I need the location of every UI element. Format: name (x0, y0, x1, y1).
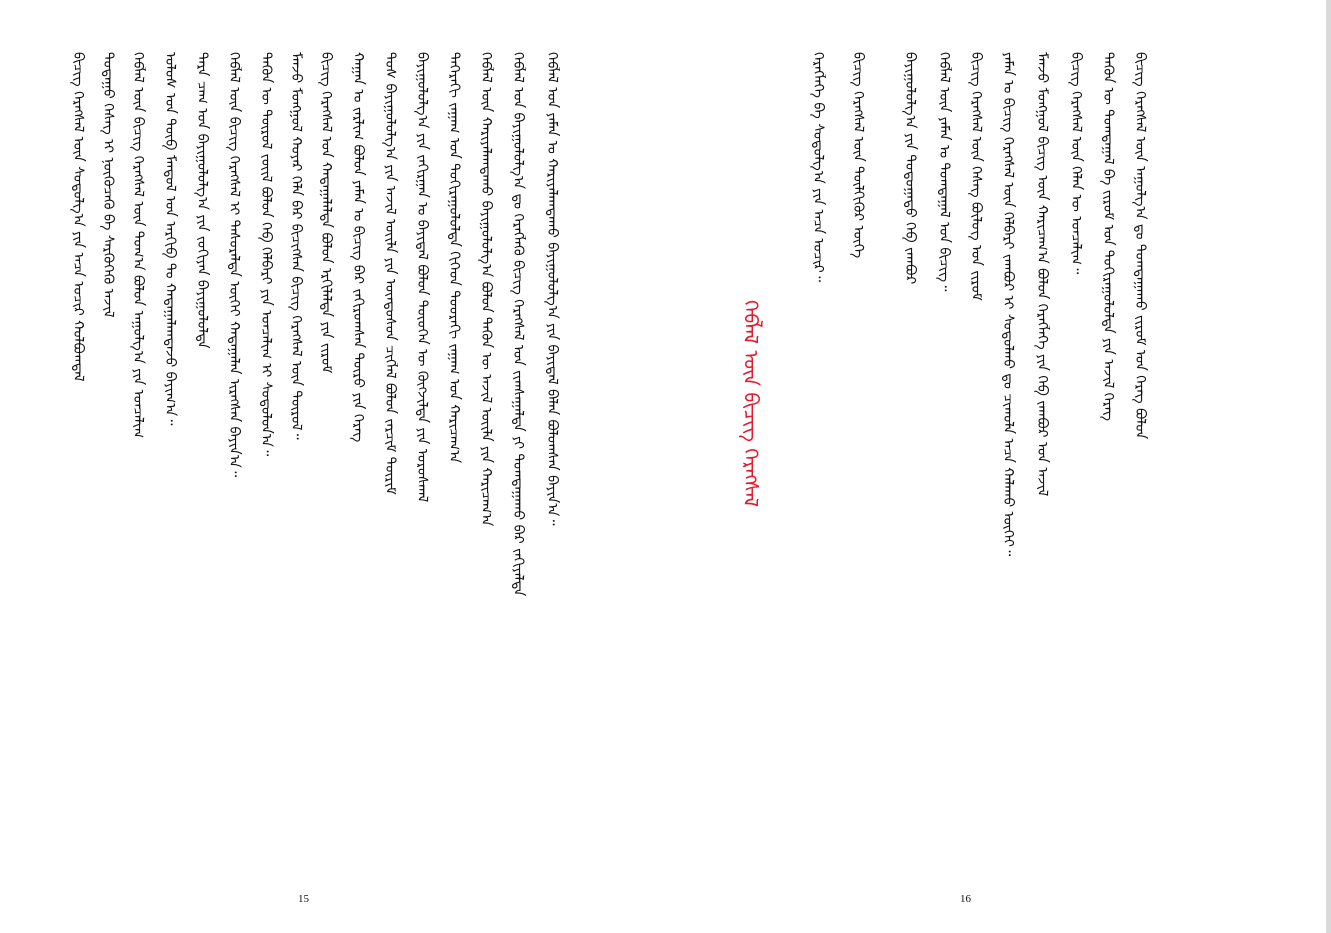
text-line: ᠪᠢᠴᠢᠭ ᠬᠡᠷᠡᠭᠰᠡᠯ ᠦᠨ ᠲᠦᠯᠬᠢᠭᠦᠷ ᠦᠭᠡ (850, 52, 866, 259)
text-line: ᠲᠡᠭᠦᠨ ᠦ ᠲᠣᠭᠲᠠᠭᠠᠯ ᠪᠠ ᠵᠢᠷᠤᠮ ᠤᠨ ᠲᠣᠬᠢᠷᠠᠭᠤᠯᠤᠯᠲᠠ ᠶᠢᠨ ᠠᠵᠢᠯ ᠬᠡᠷᠡᠭ (1100, 52, 1116, 422)
text-line: ᠳᠤᠲᠠᠭᠤ ᠬᠡᠰᠡᠭ ᠢ ᠨᠥᠭᠦᠴᠡᠬᠦ ᠪᠠ ᠰᠡᠷᠭᠦᠭᠡᠬᠦ ᠠᠵᠢᠯ (100, 52, 116, 318)
text-line: ᠲᠡᠷᠡ ᠴᠠᠭ ᠤᠨ ᠪᠠᠶᠢᠭᠤᠯᠤᠯᠭ᠎ᠠ ᠶᠢᠨ ᠵᠣᠬᠢᠶᠠᠨ ᠪᠠᠶᠢᠭᠤᠯᠤᠯᠲᠠ (194, 52, 210, 349)
text-line: ᠬᠡᠪᠯᠡᠯ ᠤᠨ ᠪᠠᠶᠢᠭᠤᠯᠤᠯᠭ᠎ᠠ ᠳᠤ ᠬᠡᠷᠡᠭᠯᠡᠬᠦ ᠪᠢᠴᠢᠭ ᠬᠡᠷᠡᠭᠰᠡᠯ ᠤᠨ ᠵᠢᠭᠰᠠᠭᠠᠯᠲᠠ ᠶᠢ ᠲᠣᠭᠲᠠᠭᠠᠬᠤ ᠪᠠᠷ ᠵᠠᠬᠢᠶᠠᠯᠳᠠ (510, 52, 526, 597)
page-number: 15 (298, 893, 309, 905)
text-line: ᠲᠤᠰ ᠪᠠᠶᠢᠭᠤᠯᠤᠯᠭ᠎ᠠ ᠶᠢᠨ ᠠᠵᠢᠯ ᠦᠢᠯᠡ ᠶᠢᠨ ᠦᠨᠳᠦᠰᠦᠨ ᠴᠢᠭᠯᠡᠯ ᠪᠣᠯᠤᠨ ᠵᠠᠷᠴᠢᠮ ᠳᠦᠷᠢᠮ (382, 52, 398, 495)
text-line: ᠬᠡᠪᠯᠡᠯ ᠦᠨ ᠬᠠᠷᠢᠶᠠᠯᠠᠭᠳᠠᠬᠤ ᠪᠠᠶᠢᠭᠤᠯᠤᠯᠭ᠎ᠠ ᠪᠣᠯᠤᠨ ᠲᠡᠭᠦᠨ ᠦ ᠠᠵᠢᠯ ᠦᠢᠯᠡ ᠶᠢᠨ ᠬᠠᠷᠢᠴᠠᠭ᠎ᠠ (478, 52, 494, 527)
text-line: ᠬᠡᠪᠯᠡᠯ ᠤᠨ ᠶᠠᠮᠠᠨ ᠤ ᠬᠠᠷᠢᠶᠠᠯᠠᠭᠳᠠᠬᠤ ᠪᠠᠶᠢᠭᠤᠯᠤᠯᠭ᠎ᠠ ᠶᠢᠨ ᠪᠠᠶᠢᠳᠠᠯ ᠪᠡᠯᠡᠨ ᠪᠣᠯᠤᠭᠰᠠᠨ ᠪᠠᠶᠢᠨ᠎ᠠ᠃ (544, 52, 560, 526)
text-line: ᠬᠡᠪᠯᠡᠯ ᠦᠨ ᠶᠠᠮᠠᠨ ᠤ ᠲᠣᠭᠲᠠᠭᠠᠯ ᠤᠨ ᠪᠢᠴᠢᠭ᠃ (936, 52, 952, 292)
section-title: ᠬᠡᠪᠯᠡᠯ ᠦᠨ ᠪᠢᠴᠢᠭ ᠬᠡᠷᠡᠭᠰᠡᠯ (739, 300, 763, 508)
text-line: ᠮᠠᠨᠵᠤ ᠮᠣᠩᠭᠣᠯ ᠬᠣᠶᠠᠷ ᠬᠡᠯᠡ ᠪᠡᠷ ᠪᠢᠴᠢᠭᠰᠡᠨ ᠪᠢᠴᠢᠭ ᠬᠡᠷᠡᠭᠰᠡᠯ ᠦᠨ ᠲᠥᠷᠦᠯ᠃ (288, 52, 304, 440)
text-line: ᠪᠠᠶᠢᠭᠤᠯᠤᠯᠭ᠎ᠠ ᠶᠢᠨ ᠵᠠᠬᠢᠷᠭᠠᠨ ᠤ ᠪᠠᠶᠢᠳᠠᠯ ᠪᠣᠯᠤᠨ ᠲᠦᠦᠬᠡᠨ ᠦ ᠬᠥᠭᠵᠢᠯᠲᠡ ᠶᠢᠨ ᠤᠷᠤᠰᠬᠠᠯ (414, 52, 430, 503)
left-page (60, 0, 595, 933)
text-line: ᠳᠡᠭᠡᠷᠡᠬᠢ ᠵᠠᠭᠠᠭ ᠤᠨ ᠲᠣᠬᠢᠷᠠᠭᠤᠯᠤᠯᠲᠠ ᠬᠢᠭᠡᠳ ᠳᠣᠣᠷᠠᠬᠢ ᠵᠠᠭᠠᠭ ᠤᠨ ᠬᠠᠷᠢᠴᠠᠭ᠎ᠠ (446, 52, 462, 464)
text-line: ᠪᠢᠴᠢᠭ ᠬᠡᠷᠡᠭᠰᠡᠯ ᠦᠨ ᠠᠭᠤᠯᠭ᠎ᠠ ᠳᠤ ᠲᠣᠭᠲᠠᠭᠠᠬᠤ ᠵᠢᠷᠤᠮ ᠤᠨ ᠬᠡᠷᠡᠭ ᠪᠣᠯᠤᠨ (1132, 52, 1148, 440)
text-line: ᠲᠡᠭᠦᠨ ᠦ ᠲᠥᠷᠦᠯ ᠵᠦᠢᠯ ᠪᠣᠯᠤᠨ ᠬᠡᠪ ᠬᠡᠯᠪᠡᠷᠢ ᠶᠢᠨ ᠣᠨᠴᠠᠯᠢᠭ ᠢ ᠰᠤᠳᠤᠯᠤᠨ᠎ᠠ᠃ (258, 52, 274, 457)
text-line: ᠮᠠᠨᠵᠤ ᠮᠣᠩᠭᠣᠯ ᠪᠢᠴᠢᠭ ᠦᠨ ᠬᠠᠷᠢᠴᠠᠭ᠎ᠠ ᠪᠣᠯᠤᠨ ᠬᠡᠷᠡᠭᠯᠡᠭᠡ ᠶᠢᠨ ᠬᠡᠪ ᠵᠠᠭᠪᠤᠷ ᠤᠨ ᠠᠵᠢᠯ (1034, 52, 1050, 497)
right-page (700, 0, 1240, 933)
page-number: 16 (960, 893, 971, 905)
text-line: ᠪᠢᠴᠢᠭ ᠬᠡᠷᠡᠭᠰᠡᠯ ᠦᠨ ᠬᠡᠰᠡᠭ ᠪᠦᠯᠦᠭ ᠤᠨ ᠵᠢᠷᠤᠮ (968, 52, 984, 301)
text-line: ᠤᠯᠤᠰ ᠤᠨ ᠲᠥᠪ ᠮᠠᠨᠳᠤᠯ ᠤᠨ ᠠᠷᠬᠢᠪ ᠲᠤ ᠬᠠᠳᠠᠭᠠᠯᠠᠭᠳᠠᠵᠤ ᠪᠠᠶᠢᠭ᠎ᠠ᠃ (162, 52, 178, 426)
text-line: ᠪᠢᠴᠢᠭ ᠬᠡᠷᠡᠭᠰᠡᠯ ᠦᠨ ᠬᠡᠯᠡᠨ ᠦ ᠣᠨᠴᠠᠯᠢᠭ᠃ (1068, 52, 1084, 275)
text-line: ᠬᠡᠪᠯᠡᠯ ᠦᠨ ᠪᠢᠴᠢᠭ ᠬᠡᠷᠡᠭᠰᠡᠯ ᠢ ᠲᠠᠰᠤᠷᠠᠯᠲᠠ ᠦᠭᠡᠢ ᠬᠠᠳᠠᠭᠠᠯᠠᠨ ᠢᠷᠡᠭᠰᠡᠨ ᠪᠠᠶᠢᠨ᠎ᠠ᠃ (226, 52, 242, 477)
text-line: ᠬᠡᠪᠯᠡᠯ ᠦᠨ ᠪᠢᠴᠢᠭ ᠬᠡᠷᠡᠭᠰᠡᠯ ᠦᠨ ᠲᠣᠭ᠎ᠠ ᠪᠣᠯᠤᠨ ᠠᠭᠤᠯᠭ᠎ᠠ ᠶᠢᠨ ᠣᠨᠴᠠᠯᠢᠭ (130, 52, 146, 439)
text-line: ᠬᠡᠷᠡᠭᠯᠡᠭᠡ ᠪᠠ ᠰᠤᠳᠤᠯᠭ᠎ᠠ ᠶᠢᠨ ᠠᠴᠠ ᠤᠴᠢᠷ᠃ (810, 52, 826, 283)
text-line: ᠬᠠᠭᠠᠨ ᠤ ᠵᠠᠷᠯᠢᠭ ᠪᠣᠯᠤᠨ ᠶᠠᠮᠠᠨ ᠤ ᠪᠢᠴᠢᠭ ᠪᠠᠷ ᠵᠠᠬᠢᠷᠤᠭᠰᠠᠨ ᠲᠥᠷᠦ ᠶᠢᠨ ᠬᠡᠷᠡᠭ (350, 52, 366, 443)
text-line: ᠪᠢᠴᠢᠭ ᠬᠡᠷᠡᠭᠰᠡᠯ ᠤᠨ ᠬᠠᠳᠠᠭᠠᠯᠠᠯᠲᠠ ᠪᠣᠯᠤᠨ ᠡᠷᠬᠢᠯᠡᠯᠲᠡ ᠶᠢᠨ ᠵᠢᠷᠤᠮ (318, 52, 334, 374)
text-line: ᠪᠠᠶᠢᠭᠤᠯᠤᠯᠭ᠎ᠠ ᠶᠢᠨ ᠳᠣᠲᠣᠭᠠᠳᠤ ᠬᠡᠪ ᠵᠠᠭᠪᠤᠷ (902, 52, 918, 285)
text-line: ᠪᠢᠴᠢᠭ ᠬᠡᠷᠡᠭᠰᠡᠯ ᠦᠨ ᠰᠤᠳᠤᠯᠭ᠎ᠠ ᠶᠢᠨ ᠠᠴᠠ ᠤᠴᠢᠷ ᠬᠣᠯᠪᠣᠭᠳᠠᠯ (70, 52, 86, 382)
viewer-scrollbar[interactable] (1326, 0, 1331, 933)
text-line: ᠶᠠᠮᠠᠨ ᠤ ᠪᠢᠴᠢᠭ ᠬᠡᠷᠡᠭᠰᠡᠯ ᠦᠨ ᠬᠡᠯᠪᠡᠷᠢ ᠵᠠᠭᠪᠤᠷ ᠢ ᠰᠤᠳᠤᠯᠬᠤ ᠳᠤ ᠴᠢᠬᠤᠯᠠ ᠠᠴᠠ ᠬᠠᠯᠠᠬᠤ ᠦᠭᠡᠢ᠃ (1000, 52, 1016, 557)
